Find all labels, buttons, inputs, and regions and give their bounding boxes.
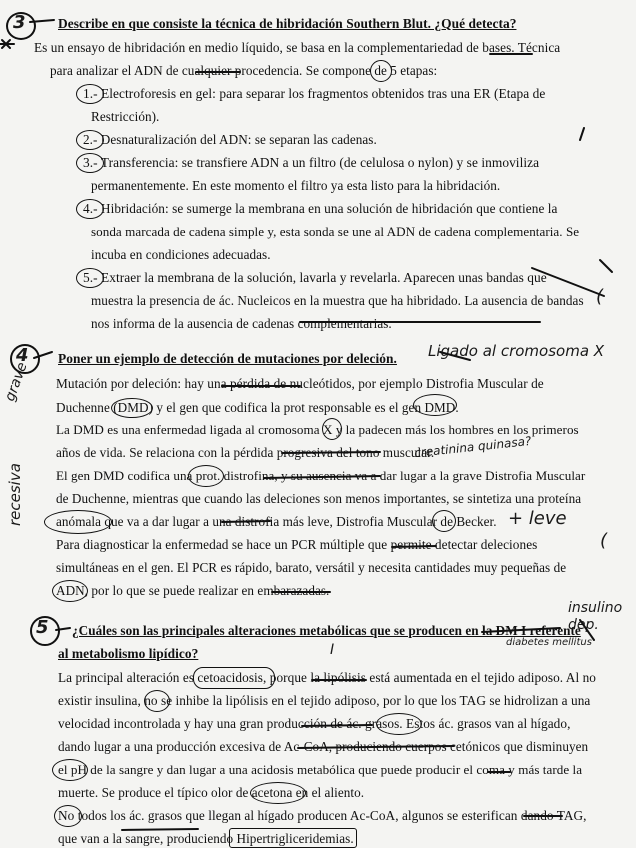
anomala-circle bbox=[44, 510, 112, 534]
q4-number: 4 bbox=[16, 345, 29, 366]
q5-line-5: el pH de la sangre y dan lugar a una acidosis metabólica que puede producir el coma y más tarde la bbox=[58, 762, 583, 777]
q3-line-1: Es un ensayo de hibridación en medio líquido, se basa en la complementariedad de bases. Técnica bbox=[34, 40, 561, 55]
q4-margin-mark: ( bbox=[600, 530, 608, 551]
q4-line-8: Para diagnosticar la enfermedad se hace un PCR múltiple que permite detectar deleciones bbox=[56, 537, 538, 552]
acetona-circle bbox=[250, 782, 306, 804]
annotation-roman-one: I bbox=[330, 642, 335, 658]
annotation-diabetes: diabetes mellitus bbox=[506, 637, 592, 648]
q5-line-7: No todos los ác. grasos que llegan al hígado producen Ac-CoA, algunos se esterifican dando TAG, bbox=[58, 808, 587, 823]
q3-line-10: incuba en condiciones adecuadas. bbox=[91, 247, 271, 262]
q5-title-line-2: al metabolismo lipídico? bbox=[58, 646, 199, 661]
q4-line-5: El gen DMD codifica una prot. distrofina, y su ausencia va a dar lugar a la grave Distrofia Muscular bbox=[56, 468, 586, 483]
adn-circle bbox=[52, 580, 88, 602]
step-5-circle bbox=[76, 268, 104, 288]
step-3-circle bbox=[76, 153, 104, 173]
q3-line-6: 3.- Transferencia: se transfiere ADN a un filtro (de celulosa o nylon) y se inmoviliza bbox=[83, 155, 540, 170]
q3-line-7: permanentemente. En este momento el filtro ya esta listo para la hibridación. bbox=[91, 178, 501, 193]
no-todos-circle bbox=[54, 805, 82, 827]
annotation-creatinina: creatinina quinasa? bbox=[413, 433, 532, 461]
annotation-insulino: insulino dep. bbox=[568, 600, 623, 633]
q3-line-2: para analizar el ADN de cualquier procedencia. Se compone de 5 etapas: bbox=[50, 63, 438, 78]
q5-line-6: muerte. Se produce el típico olor de acetona en el aliento. bbox=[58, 785, 365, 800]
q5-number: 5 bbox=[36, 617, 49, 638]
q5-line-8: que van a la sangre, produciendo Hipertrigliceridemias. bbox=[58, 831, 354, 846]
q4-line-1: Mutación por deleción: hay una pérdida de nucleótidos, por ejemplo Distrofia Muscular de bbox=[56, 376, 544, 391]
q3-margin-mark: ( bbox=[596, 286, 604, 307]
x-circle bbox=[322, 418, 342, 440]
no-circle bbox=[144, 690, 170, 712]
q4-line-3: La DMD es una enfermedad ligada al cromosoma X y la padecen más los hombres en los primeros bbox=[56, 422, 579, 437]
grasos-circle bbox=[376, 713, 422, 735]
annotation-recesiva: recesiva bbox=[6, 463, 24, 526]
annotation-leve: + leve bbox=[508, 508, 567, 529]
q3-line-5: 2.- Desnaturalización del ADN: se separan las cadenas. bbox=[83, 132, 377, 147]
q4-line-6: de Duchenne, mientras que cuando las deleciones son menos importantes, se sintetiza una proteína bbox=[56, 491, 582, 506]
cetoacidosis-circle bbox=[193, 667, 275, 689]
q3-number: 3 bbox=[13, 12, 26, 33]
prot-circle bbox=[188, 465, 224, 487]
hipertrigliceridemias-box bbox=[229, 828, 357, 848]
q4-line-9: simultáneas en el gen. El PCR es rápido, barato, versátil y necesita cantidades muy pequeñas de bbox=[56, 560, 567, 575]
q3-line-4: Restricción). bbox=[91, 109, 160, 124]
step-1-circle bbox=[76, 84, 104, 104]
q3-line-3: 1.- Electroforesis en gel: para separar los fragmentos obtenidos tras una ER (Etapa de bbox=[83, 86, 546, 101]
q3-title: Describe en que consiste la técnica de hibridación Southern Blut. ¿Qué detecta? bbox=[58, 16, 517, 31]
de-circle bbox=[432, 510, 456, 532]
annotation-grave: grave bbox=[2, 360, 31, 404]
q5-line-3: velocidad incontrolada y hay una gran producción de ác. grasos. Estos ác. grasos van al hígado, bbox=[58, 716, 571, 731]
ph-circle bbox=[52, 759, 88, 781]
q5-line-1: La principal alteración es cetoacidosis, porque la lipólisis está aumentada en el tejido adiposo. Al no bbox=[58, 670, 596, 685]
q3-line-8: 4.- Hibridación: se sumerge la membrana en una solución de hibridación que contiene la bbox=[83, 201, 558, 216]
q5-line-4: dando lugar a una producción excesiva de Ac-CoA, produciendo cuerpos cetónicos que disminuyen bbox=[58, 739, 589, 754]
q4-line-4: años de vida. Se relaciona con la pérdida progresiva del tono muscular. bbox=[56, 445, 435, 460]
dmd-circle-1 bbox=[111, 398, 153, 418]
q3-line-11: 5.- Extraer la membrana de la solución, lavarla y revelarla. Aparecen unas bandas que bbox=[83, 270, 547, 285]
step-2-circle bbox=[76, 130, 104, 150]
annotation-ligado-x: Ligado al cromosoma X bbox=[428, 342, 605, 360]
q5-line-2: existir insulina, no se inhibe la lipólisis en el tejido adiposo, por lo que los TAG se hidrolizan a una bbox=[58, 693, 591, 708]
five-etapas-circle bbox=[370, 60, 392, 82]
q4-line-7: anómala que va a dar lugar a una distrofia más leve, Distrofia Muscular de Becker. bbox=[56, 514, 497, 529]
q4-title: Poner un ejemplo de detección de mutaciones por deleción. bbox=[58, 351, 397, 366]
q5-title-line-1: ¿Cuáles son las principales alteraciones metabólicas que se producen en la DM I referente bbox=[72, 623, 581, 638]
q3-line-9: sonda marcada de cadena simple y, esta sonda se une al ADN de cadena complementaria. Se bbox=[91, 224, 580, 239]
q4-line-2: Duchenne (DMD) y el gen que codifica la prot responsable es el gen DMD. bbox=[56, 400, 459, 415]
q3-line-12: muestra la presencia de ác. Nucleicos en la muestra que ha hibridado. La ausencia de bandas bbox=[91, 293, 584, 308]
q4-line-10: ADN, por lo que se puede realizar en embarazadas. bbox=[56, 583, 330, 598]
q3-line-13: nos informa de la ausencia de cadenas complementarias. bbox=[91, 316, 392, 331]
dmd-circle-2 bbox=[413, 394, 457, 416]
step-4-circle bbox=[76, 199, 104, 219]
